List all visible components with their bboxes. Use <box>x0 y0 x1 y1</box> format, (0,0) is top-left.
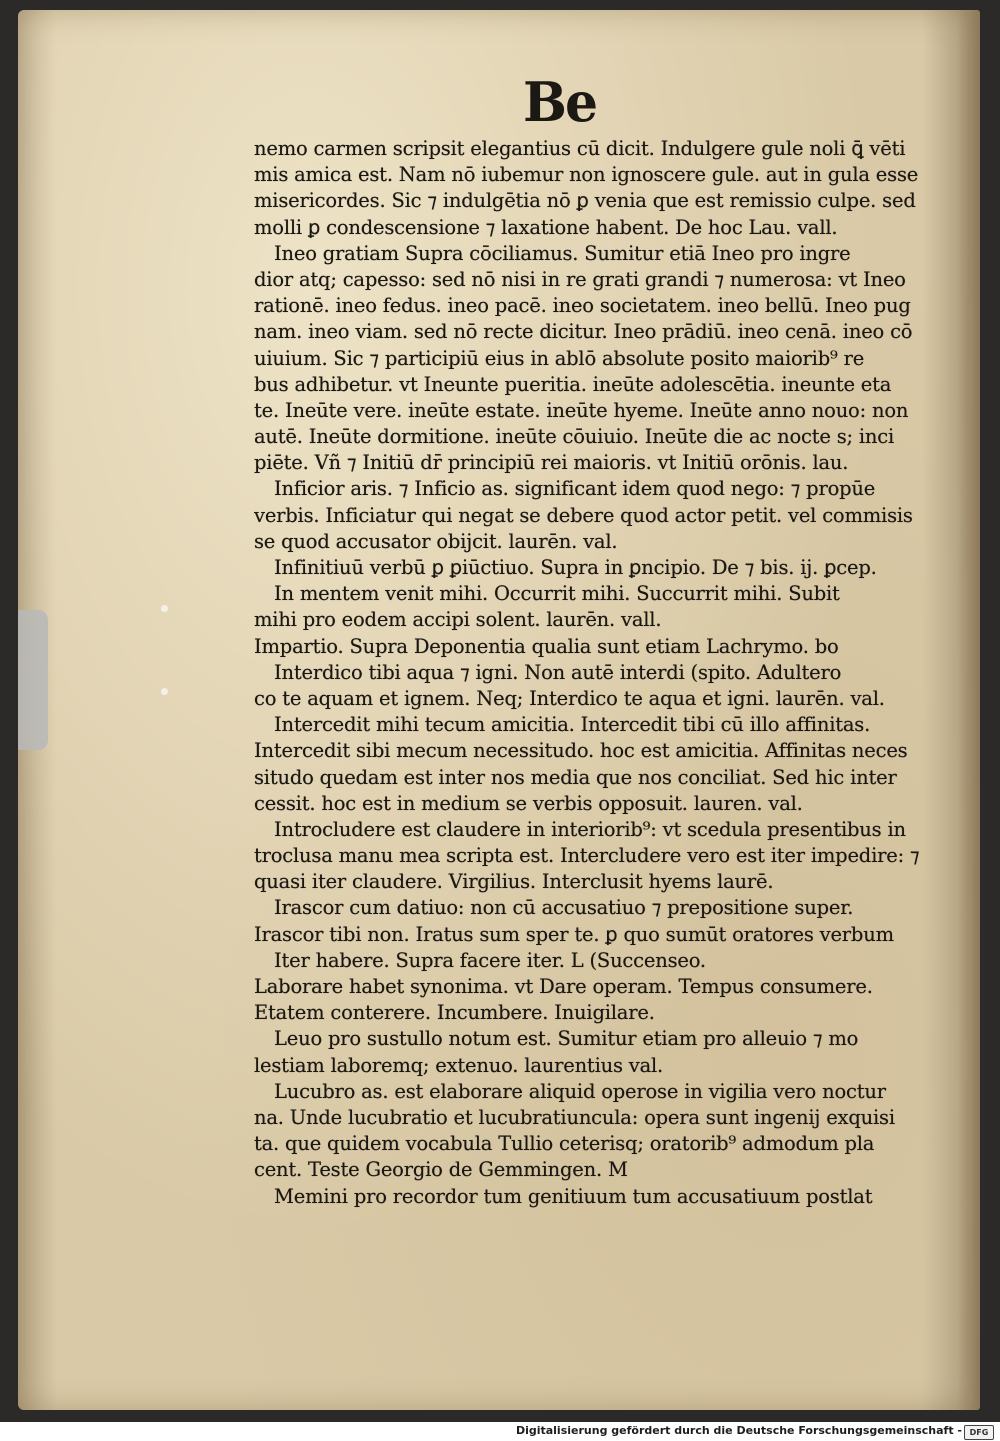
text-line: te. Ineūte vere. ineūte estate. ineūte hyeme. Ineūte anno nouo: non <box>254 398 909 422</box>
text-line: misericordes. Sic ⁊ indulgētia nō ꝑ venia que est remissio culpe. sed <box>254 189 916 213</box>
running-headword: Be <box>523 70 597 135</box>
text-line: Laborare habet synonima. vt Dare operam. Tempus consumere. <box>254 975 873 998</box>
text-line: rationē. ineo fedus. ineo pacē. ineo societatem. ineo bellū. Ineo pug <box>254 294 911 318</box>
paper-hole <box>161 688 168 695</box>
text-line: situdo quedam est inter nos media que nos conciliat. Sed hic inter <box>254 765 897 789</box>
text-line: lestiam laboremq; extenuo. laurentius val. <box>254 1053 664 1077</box>
text-line: Memini pro recordor tum genitiuum tum accusatiuum postlat <box>274 1184 873 1208</box>
text-line: Lucubro as. est elaborare aliquid operose in vigilia vero noctur <box>274 1079 886 1103</box>
text-line: Impartio. Supra Deponentia qualia sunt etiam Lachrymo. bo <box>254 634 839 658</box>
text-line: Leuo pro sustullo notum est. Sumitur etiam pro alleuio ⁊ mo <box>274 1027 859 1051</box>
text-line: ta. que quidem vocabula Tullio ceterisq; oratorib⁹ admodum pla <box>254 1132 875 1156</box>
text-line: Inficior aris. ⁊ Inficio as. significant idem quod nego: ⁊ propūe <box>274 477 876 501</box>
text-line: Ineo gratiam Supra cōciliamus. Sumitur etiā Ineo pro ingre <box>274 241 851 265</box>
text-line: Intercedit mihi tecum amicitia. Intercedit tibi cū illo affinitas. <box>274 713 871 737</box>
text-line: autē. Ineūte dormitione. ineūte cōuiuio. Ineūte die ac nocte s; inci <box>254 425 895 449</box>
text-line: verbis. Inficiatur qui negat se debere quod actor petit. vel commisis <box>254 503 913 527</box>
text-line: nam. ineo viam. sed nō recte dicitur. Ineo prādiū. ineo cenā. ineo cō <box>254 320 913 344</box>
text-line: Iter habere. Supra facere iter. L (Succenseo. <box>274 948 706 972</box>
text-line: Irascor cum datiuo: non cū accusatiuo ⁊ prepositione super. <box>274 896 854 920</box>
binding-strip <box>18 610 48 750</box>
text-line: quasi iter claudere. Virgilius. Interclusit hyems laurē. <box>254 870 774 894</box>
text-line: se quod accusator obijcit. laurēn. val. <box>254 529 618 553</box>
footer-bar <box>0 1422 1000 1441</box>
text-line: Interdico tibi aqua ⁊ igni. Non autē interdi (spito. Adultero <box>274 660 842 684</box>
text-line: Etatem conterere. Incumbere. Inuigilare. <box>254 1001 655 1025</box>
text-line: na. Unde lucubratio et lucubratiuncula: opera sunt ingenij exquisi <box>254 1105 895 1129</box>
funding-credit: Digitalisierung gefördert durch die Deutsche Forschungsgemeinschaft - <box>515 1424 962 1437</box>
text-line: co te aquam et ignem. Neq; Interdico te aqua et igni. laurēn. val. <box>254 686 885 710</box>
text-line: molli ꝑ condescensione ⁊ laxatione habent. De hoc Lau. vall. <box>254 215 838 239</box>
text-line: bus adhibetur. vt Ineunte pueritia. ineūte adolescētia. ineunte eta <box>254 372 892 396</box>
text-line: mihi pro eodem accipi solent. laurēn. vall. <box>254 608 662 632</box>
dfg-logo-icon: DFG <box>964 1425 994 1440</box>
text-column <box>254 136 924 1210</box>
text-line: dior atq; capesso: sed nō nisi in re grati grandi ⁊ numerosa: vt Ineo <box>254 267 906 291</box>
text-line: troclusa manu mea scripta est. Intercludere vero est iter impedire: ⁊ <box>254 844 920 868</box>
text-line: In mentem venit mihi. Occurrit mihi. Succurrit mihi. Subit <box>274 582 840 606</box>
page-edge <box>958 10 980 1410</box>
text-line: uiuium. Sic ⁊ participiū eius in ablō absolute posito maiorib⁹ re <box>254 346 865 370</box>
text-line: Intercedit sibi mecum necessitudo. hoc est amicitia. Affinitas neces <box>254 739 908 763</box>
text-line: piēte. Vñ ⁊ Initiū dr̄ principiū rei maioris. vt Initiū orōnis. lau. <box>254 451 849 475</box>
text-line: cessit. hoc est in medium se verbis opposuit. lauren. val. <box>254 791 803 815</box>
text-line: Introcludere est claudere in interiorib⁹: vt scedula presentibus in <box>274 817 906 841</box>
text-line: Irascor tibi non. Iratus sum sper te. ꝑ quo sumūt oratores verbum <box>254 922 894 946</box>
text-line: cent. Teste Georgio de Gemmingen. M <box>254 1158 628 1182</box>
text-line: nemo carmen scripsit elegantius cū dicit. Indulgere gule noli ꝗ̄ vēti <box>254 137 906 160</box>
paper-hole <box>161 605 168 612</box>
text-line: mis amica est. Nam nō iubemur non ignoscere gule. aut in gula esse <box>254 163 919 187</box>
text-line: Infinitiuū verbū ꝑ ꝑiūctiuo. Supra in ꝑncipio. De ⁊ bis. ij. ꝑcep. <box>274 556 877 579</box>
book-page <box>18 10 980 1410</box>
